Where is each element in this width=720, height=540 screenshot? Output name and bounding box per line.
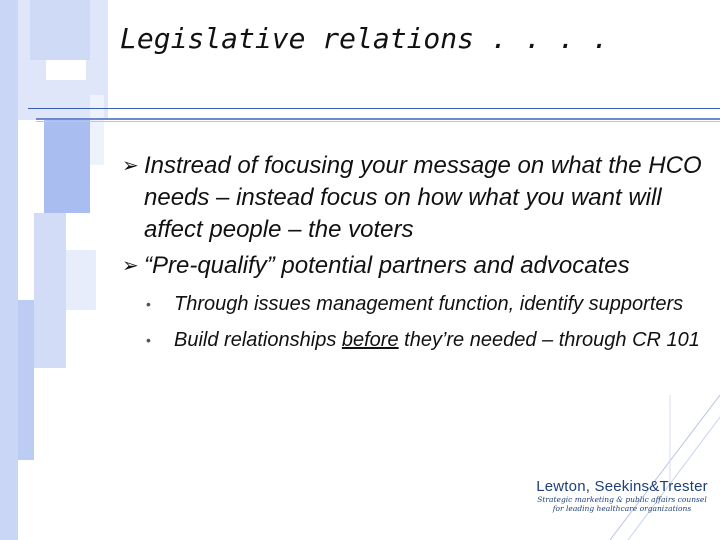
company-logo (532, 478, 712, 513)
logo-tagline: for leading healthcare organizations (552, 504, 692, 513)
underlined-word: before (341, 329, 399, 351)
sub-bullet-item (122, 326, 712, 354)
title-divider (36, 121, 720, 122)
left-decoration-block (18, 300, 34, 460)
slide-title: Legislative relations . . . . (120, 22, 609, 55)
arrow-bullet-icon: ➢ (122, 255, 139, 277)
slide-body (122, 150, 712, 362)
left-decoration-block (66, 250, 96, 310)
title-divider (28, 108, 720, 109)
logo-name: Lewton, Seekins&Trester (536, 478, 708, 495)
diagonal-lines-decoration (610, 395, 720, 540)
left-decoration-block (44, 118, 90, 213)
bullet-text: Instread of focusing your message on what the HCO needs – instead focus on how what you want will affect people – the voters (144, 152, 702, 243)
sub-bullet-text: Through issues management function, identify supporters (174, 293, 684, 315)
arrow-bullet-icon: ➢ (122, 155, 139, 177)
title-divider (36, 118, 720, 120)
dot-bullet-icon: • (146, 296, 151, 312)
bullet-item (122, 250, 712, 282)
sub-bullet-item (122, 290, 712, 318)
left-decoration-block (90, 95, 104, 165)
dot-bullet-icon: • (146, 332, 151, 348)
bullet-text: “Pre-qualify” potential partners and advocates (144, 252, 630, 279)
sub-bullet-text-end: they’re needed – through CR 101 (398, 329, 700, 351)
left-decoration-bar (0, 0, 18, 540)
sub-bullet-text-start: Build relationships (174, 329, 342, 351)
logo-tagline: Strategic marketing & public affairs counsel (537, 495, 707, 504)
left-decoration-block (34, 213, 66, 368)
left-decoration-block (30, 0, 90, 60)
bullet-item (122, 150, 712, 246)
